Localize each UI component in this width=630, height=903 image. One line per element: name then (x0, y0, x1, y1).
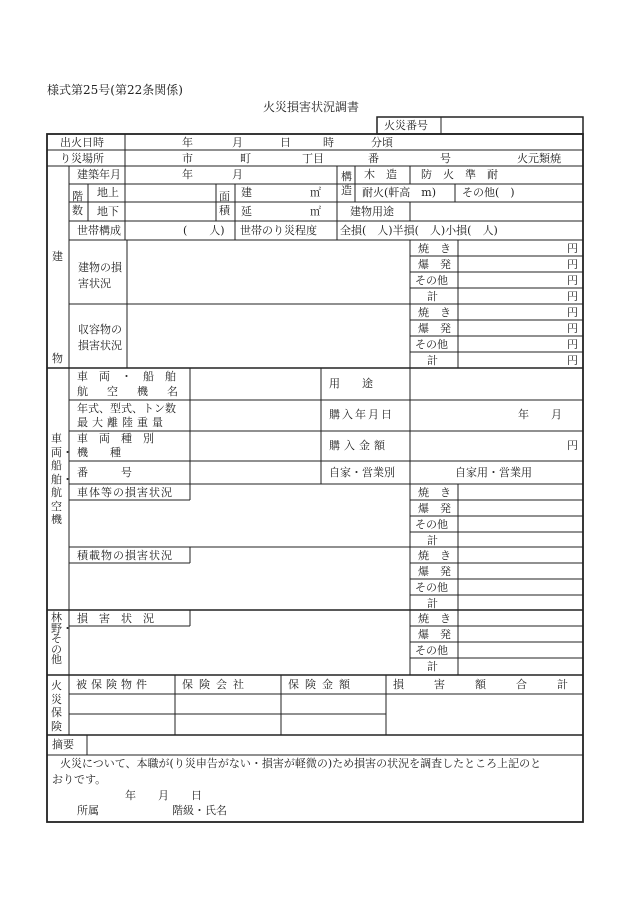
summary-field[interactable] (89, 736, 581, 754)
forest-loss-other: その他 (415, 644, 448, 657)
damage-degree-value: 全損( 人)半損( 人)小損( 人) (340, 224, 498, 237)
area-total: 延 (241, 205, 252, 218)
forest-section-label: 林野・その他 (51, 611, 73, 666)
outbreak-month: 月 (232, 136, 243, 149)
cargo-loss-burn: 焼 き (418, 549, 451, 562)
body-loss-total: 計 (427, 534, 438, 547)
built-year: 年 (182, 168, 193, 181)
vehicle-name-label-1: 車 両 ・ 船 舶 (77, 370, 176, 383)
floors-above: 地上 (97, 186, 119, 199)
vehicle-name-label-2: 航 空 機 名 (77, 385, 182, 398)
cargo-loss-total: 計 (427, 597, 438, 610)
vehicle-model-label-1: 年式、型式、トン数 (77, 402, 176, 415)
yen-unit: 円 (567, 354, 578, 367)
statement-line-1: 火災について、本職が(り災申告がない・損害が軽微の)ため損害の状況を調査したところ上記のと (60, 757, 542, 770)
yen-unit: 円 (567, 274, 578, 287)
forest-loss-total: 計 (427, 660, 438, 673)
yen-unit: 円 (567, 322, 578, 335)
contents-loss-explosion: 爆 発 (418, 322, 451, 335)
building-use-label: 建物用途 (350, 205, 394, 218)
structure-fireproof-semi[interactable]: 防 火 準 耐 (421, 168, 498, 181)
vehicle-use-label: 用 途 (329, 377, 373, 390)
location-go: 号 (440, 152, 451, 165)
building-section-text: 建物 (52, 250, 63, 365)
contents-damage-label: 収容物の損害状況 (78, 323, 122, 352)
purchase-price-label: 購入金額 (329, 439, 389, 452)
building-loss-other: その他 (415, 274, 448, 287)
vehicle-number-label: 番 号 (77, 466, 132, 479)
location-label: り災場所 (60, 152, 104, 165)
household-label: 世帯構成 (77, 224, 121, 237)
floors-label: 階数 (72, 190, 83, 217)
yen-unit: 円 (567, 242, 578, 255)
yen-unit: 円 (567, 338, 578, 351)
vehicle-model-label-2: 最大離陸重量 (77, 416, 167, 429)
building-loss-total: 計 (427, 290, 438, 303)
floors-below: 地下 (97, 205, 119, 218)
body-loss-other: その他 (415, 518, 448, 531)
private-business-label: 自家・営業別 (329, 466, 395, 479)
location-ban: 番 (368, 152, 379, 165)
structure-wood[interactable]: 木 造 (364, 168, 397, 181)
cargo-loss-explosion: 爆 発 (418, 565, 451, 578)
outbreak-label: 出火日時 (60, 136, 104, 149)
yen-unit: 円 (567, 258, 578, 271)
outbreak-day: 日 (280, 136, 291, 149)
yen-unit: 円 (567, 290, 578, 303)
building-loss-burn: 焼 き (418, 242, 451, 255)
statement-date: 年 月 日 (125, 789, 202, 802)
contents-loss-other: その他 (415, 338, 448, 351)
damage-degree-label: 世帯のり災程度 (240, 224, 317, 237)
cargo-loss-other: その他 (415, 581, 448, 594)
household-value: ( 人) (183, 224, 225, 237)
forest-loss-explosion: 爆 発 (418, 628, 451, 641)
statement-affiliation: 所属 (77, 804, 99, 817)
location-city: 市 (182, 152, 193, 165)
fire-number-field[interactable] (443, 118, 581, 133)
body-loss-burn: 焼 き (418, 486, 451, 499)
fire-number-label: 火災番号 (384, 119, 428, 132)
outbreak-year: 年 (182, 136, 193, 149)
vehicle-kind-label-1: 車 両 種 別 (77, 432, 154, 445)
location-chome: 丁目 (302, 152, 324, 165)
area-building-unit: ㎡ (310, 186, 321, 199)
purchase-date-value: 年 月 (518, 408, 562, 421)
outbreak-minute: 分頃 (371, 136, 393, 149)
total-loss-header: 損害額合計 (393, 678, 598, 691)
statement-line-2: おりです。 (52, 773, 107, 786)
yen-unit: 円 (567, 439, 578, 452)
built-month: 月 (232, 168, 243, 181)
forest-damage-label: 損 害 状 況 (77, 612, 154, 625)
body-damage-label: 車体等の損害状況 (77, 486, 173, 499)
area-total-unit: ㎡ (310, 205, 321, 218)
yen-unit: 円 (567, 306, 578, 319)
area-label: 面積 (219, 190, 230, 217)
building-loss-explosion: 爆 発 (418, 258, 451, 271)
cargo-damage-label: 積載物の損害状況 (77, 549, 173, 562)
structure-fireproof[interactable]: 耐火(軒高 m) (362, 186, 437, 199)
area-building: 建 (241, 186, 252, 199)
built-label: 建築年月 (77, 168, 121, 181)
private-business-value[interactable]: 自家用・営業用 (455, 466, 532, 479)
building-damage-label: 建物の損害状況 (78, 261, 122, 290)
outbreak-hour: 時 (323, 136, 334, 149)
body-loss-explosion: 爆 発 (418, 502, 451, 515)
insurance-section-label: 火災保険 (51, 679, 62, 733)
forest-loss-burn: 焼 き (418, 612, 451, 625)
location-town: 町 (240, 152, 251, 165)
insurance-company-header: 保険会社 (182, 678, 250, 691)
statement-rank-name: 階級・氏名 (172, 804, 227, 817)
structure-label: 構造 (341, 170, 352, 197)
form-number: 様式第25号(第22条関係) (47, 83, 183, 97)
structure-other[interactable]: その他( ) (462, 186, 515, 199)
summary-label: 摘要 (52, 738, 74, 751)
insured-property-header: 被保険物件 (76, 678, 151, 691)
form-title: 火災損害状況調書 (263, 100, 360, 114)
contents-loss-burn: 焼 き (418, 306, 451, 319)
contents-loss-total: 計 (427, 354, 438, 367)
vehicle-kind-label-2: 機 種 (77, 446, 121, 459)
purchase-date-label: 購入年月日 (329, 408, 394, 421)
insurance-amount-header: 保険金額 (288, 678, 356, 691)
building-section-label (52, 206, 64, 410)
vehicle-section-label: 車両・船舶・航空機 (51, 432, 73, 526)
fire-origin-classification[interactable]: 火元類焼 (517, 152, 561, 165)
